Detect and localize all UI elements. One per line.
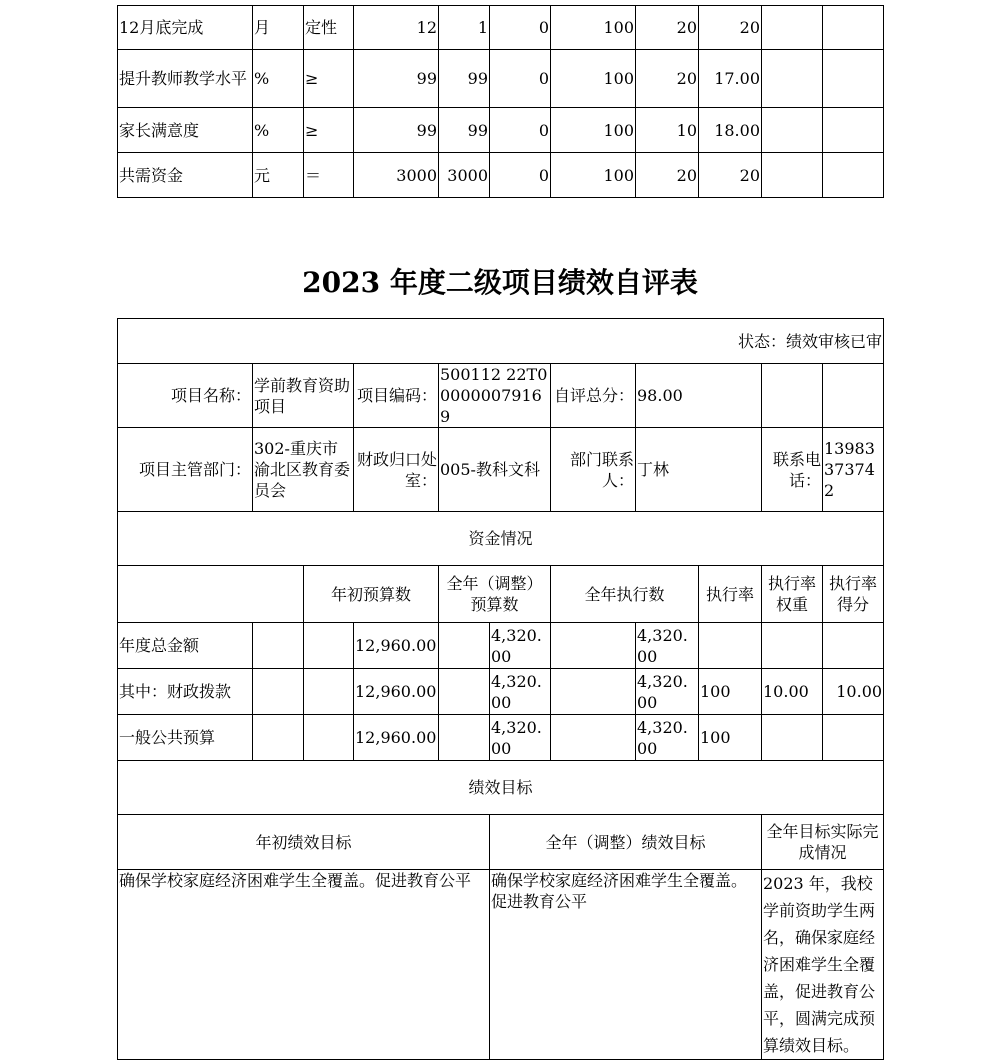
rate-value: [699, 623, 762, 669]
dept-label: 项目主管部门：: [118, 428, 253, 512]
header-adjusted-budget: 全年（调整）预算数: [439, 566, 551, 623]
funds-row: [118, 669, 884, 715]
initial-goal-text: 确保学校家庭经济困难学生全覆盖。促进教育公平: [118, 870, 490, 1060]
contact-value: 丁林: [636, 428, 762, 512]
indicator-score: 18.00: [699, 108, 762, 153]
funds-row-label: 年度总金额: [118, 623, 253, 669]
initial-budget-value: 12,960.00: [354, 715, 439, 761]
executed-value: 4,320.00: [636, 715, 699, 761]
goals-section-row: [118, 761, 884, 815]
page-title: 2023 年度二级项目绩效自评表: [302, 266, 698, 299]
empty-cell: [823, 108, 884, 153]
table-row: [118, 50, 884, 108]
indicator-value: 0: [490, 50, 551, 108]
rate-value: 100: [699, 669, 762, 715]
table-row: [118, 6, 884, 50]
indicator-target: 99: [354, 108, 439, 153]
table-row: [118, 153, 884, 198]
project-info-row: [118, 364, 884, 428]
dept-value: 302-重庆市渝北区教育委员会: [253, 428, 354, 512]
weight-value: [762, 623, 823, 669]
department-row: [118, 428, 884, 512]
funds-header-row: [118, 566, 884, 623]
indicator-value: 100: [551, 108, 636, 153]
empty-cell: [823, 50, 884, 108]
funds-row: [118, 623, 884, 669]
adjusted-budget-value: 4,320.00: [490, 715, 551, 761]
project-code-label: 项目编码：: [354, 364, 439, 428]
project-name: 学前教育资助项目: [253, 364, 354, 428]
adjusted-budget-value: 4,320.00: [490, 669, 551, 715]
phone-label: 联系电话：: [762, 428, 823, 512]
indicator-actual: 99: [439, 50, 490, 108]
indicator-unit: %: [253, 108, 304, 153]
self-score: 98.00: [636, 364, 762, 428]
header-actual-completion: 全年目标实际完成情况: [762, 815, 884, 870]
indicator-value: 100: [551, 6, 636, 50]
empty-cell: [253, 623, 304, 669]
indicator-actual: 1: [439, 6, 490, 50]
header-score: 执行率得分: [823, 566, 884, 623]
empty-cell: [304, 669, 354, 715]
empty-cell: [762, 6, 823, 50]
project-name-label: 项目名称：: [118, 364, 253, 428]
indicator-type: ＝: [304, 153, 354, 198]
funds-row: [118, 715, 884, 761]
indicator-score: 20: [699, 153, 762, 198]
indicator-value: 0: [490, 6, 551, 50]
evaluation-table: [117, 318, 884, 1060]
indicator-weight: 20: [636, 50, 699, 108]
empty-cell: [762, 364, 823, 428]
empty-cell: [118, 566, 304, 623]
score-value: [823, 623, 884, 669]
finance-value: 005-教科文科: [439, 428, 551, 512]
weight-value: 10.00: [762, 669, 823, 715]
header-rate: 执行率: [699, 566, 762, 623]
adjusted-goal-text: 确保学校家庭经济困难学生全覆盖。促进教育公平: [490, 870, 762, 1060]
weight-value: [762, 715, 823, 761]
funds-section-row: [118, 512, 884, 566]
indicator-unit: 月: [253, 6, 304, 50]
status-row: [118, 319, 884, 364]
empty-cell: [551, 715, 636, 761]
executed-value: 4,320.00: [636, 669, 699, 715]
indicator-value: 0: [490, 153, 551, 198]
indicator-value: 0: [490, 108, 551, 153]
header-initial-goal: 年初绩效目标: [118, 815, 490, 870]
adjusted-budget-value: 4,320.00: [490, 623, 551, 669]
indicator-score: 17.00: [699, 50, 762, 108]
empty-cell: [762, 108, 823, 153]
initial-budget-value: 12,960.00: [354, 669, 439, 715]
contact-label: 部门联系人：: [551, 428, 636, 512]
empty-cell: [253, 715, 304, 761]
score-value: 10.00: [823, 669, 884, 715]
header-weight: 执行率权重: [762, 566, 823, 623]
status-text: 状态：绩效审核已审: [118, 319, 884, 364]
project-code: 500112 22T000000079169: [439, 364, 551, 428]
indicator-name: 共需资金: [118, 153, 253, 198]
indicator-target: 12: [354, 6, 439, 50]
header-initial-budget: 年初预算数: [304, 566, 439, 623]
empty-cell: [551, 669, 636, 715]
table-row: [118, 108, 884, 153]
funds-row-label: 一般公共预算: [118, 715, 253, 761]
indicator-unit: 元: [253, 153, 304, 198]
indicator-name: 12月底完成: [118, 6, 253, 50]
indicator-weight: 20: [636, 6, 699, 50]
goals-header-row: [118, 815, 884, 870]
indicator-value: 100: [551, 153, 636, 198]
funds-row-label: 其中：财政拨款: [118, 669, 253, 715]
empty-cell: [439, 623, 490, 669]
indicator-type: 定性: [304, 6, 354, 50]
indicator-type: ≥: [304, 108, 354, 153]
rate-value: 100: [699, 715, 762, 761]
score-value: [823, 715, 884, 761]
goals-content-row: [118, 870, 884, 1060]
header-executed: 全年执行数: [551, 566, 699, 623]
finance-label: 财政归口处室：: [354, 428, 439, 512]
indicator-target: 99: [354, 50, 439, 108]
indicator-actual: 99: [439, 108, 490, 153]
initial-budget-value: 12,960.00: [354, 623, 439, 669]
indicator-type: ≥: [304, 50, 354, 108]
phone-value: 13983373742: [823, 428, 884, 512]
empty-cell: [551, 623, 636, 669]
empty-cell: [253, 669, 304, 715]
actual-completion-text: 2023 年，我校学前资助学生两名，确保家庭经济困难学生全覆盖，促进教育公平，圆满完成预算绩效目标。: [762, 870, 884, 1060]
empty-cell: [823, 153, 884, 198]
empty-cell: [762, 153, 823, 198]
indicator-weight: 20: [636, 153, 699, 198]
goals-section-title: 绩效目标: [118, 761, 884, 815]
empty-cell: [823, 6, 884, 50]
indicator-score: 20: [699, 6, 762, 50]
empty-cell: [823, 364, 884, 428]
indicator-weight: 10: [636, 108, 699, 153]
indicator-actual: 3000: [439, 153, 490, 198]
empty-cell: [304, 623, 354, 669]
executed-value: 4,320.00: [636, 623, 699, 669]
funds-section-title: 资金情况: [118, 512, 884, 566]
empty-cell: [304, 715, 354, 761]
self-score-label: 自评总分：: [551, 364, 636, 428]
indicator-target: 3000: [354, 153, 439, 198]
indicator-unit: %: [253, 50, 304, 108]
top-indicator-table: [117, 5, 884, 198]
empty-cell: [439, 669, 490, 715]
empty-cell: [439, 715, 490, 761]
indicator-name: 家长满意度: [118, 108, 253, 153]
indicator-name: 提升教师教学水平: [118, 50, 253, 108]
empty-cell: [762, 50, 823, 108]
indicator-value: 100: [551, 50, 636, 108]
header-adjusted-goal: 全年（调整）绩效目标: [490, 815, 762, 870]
